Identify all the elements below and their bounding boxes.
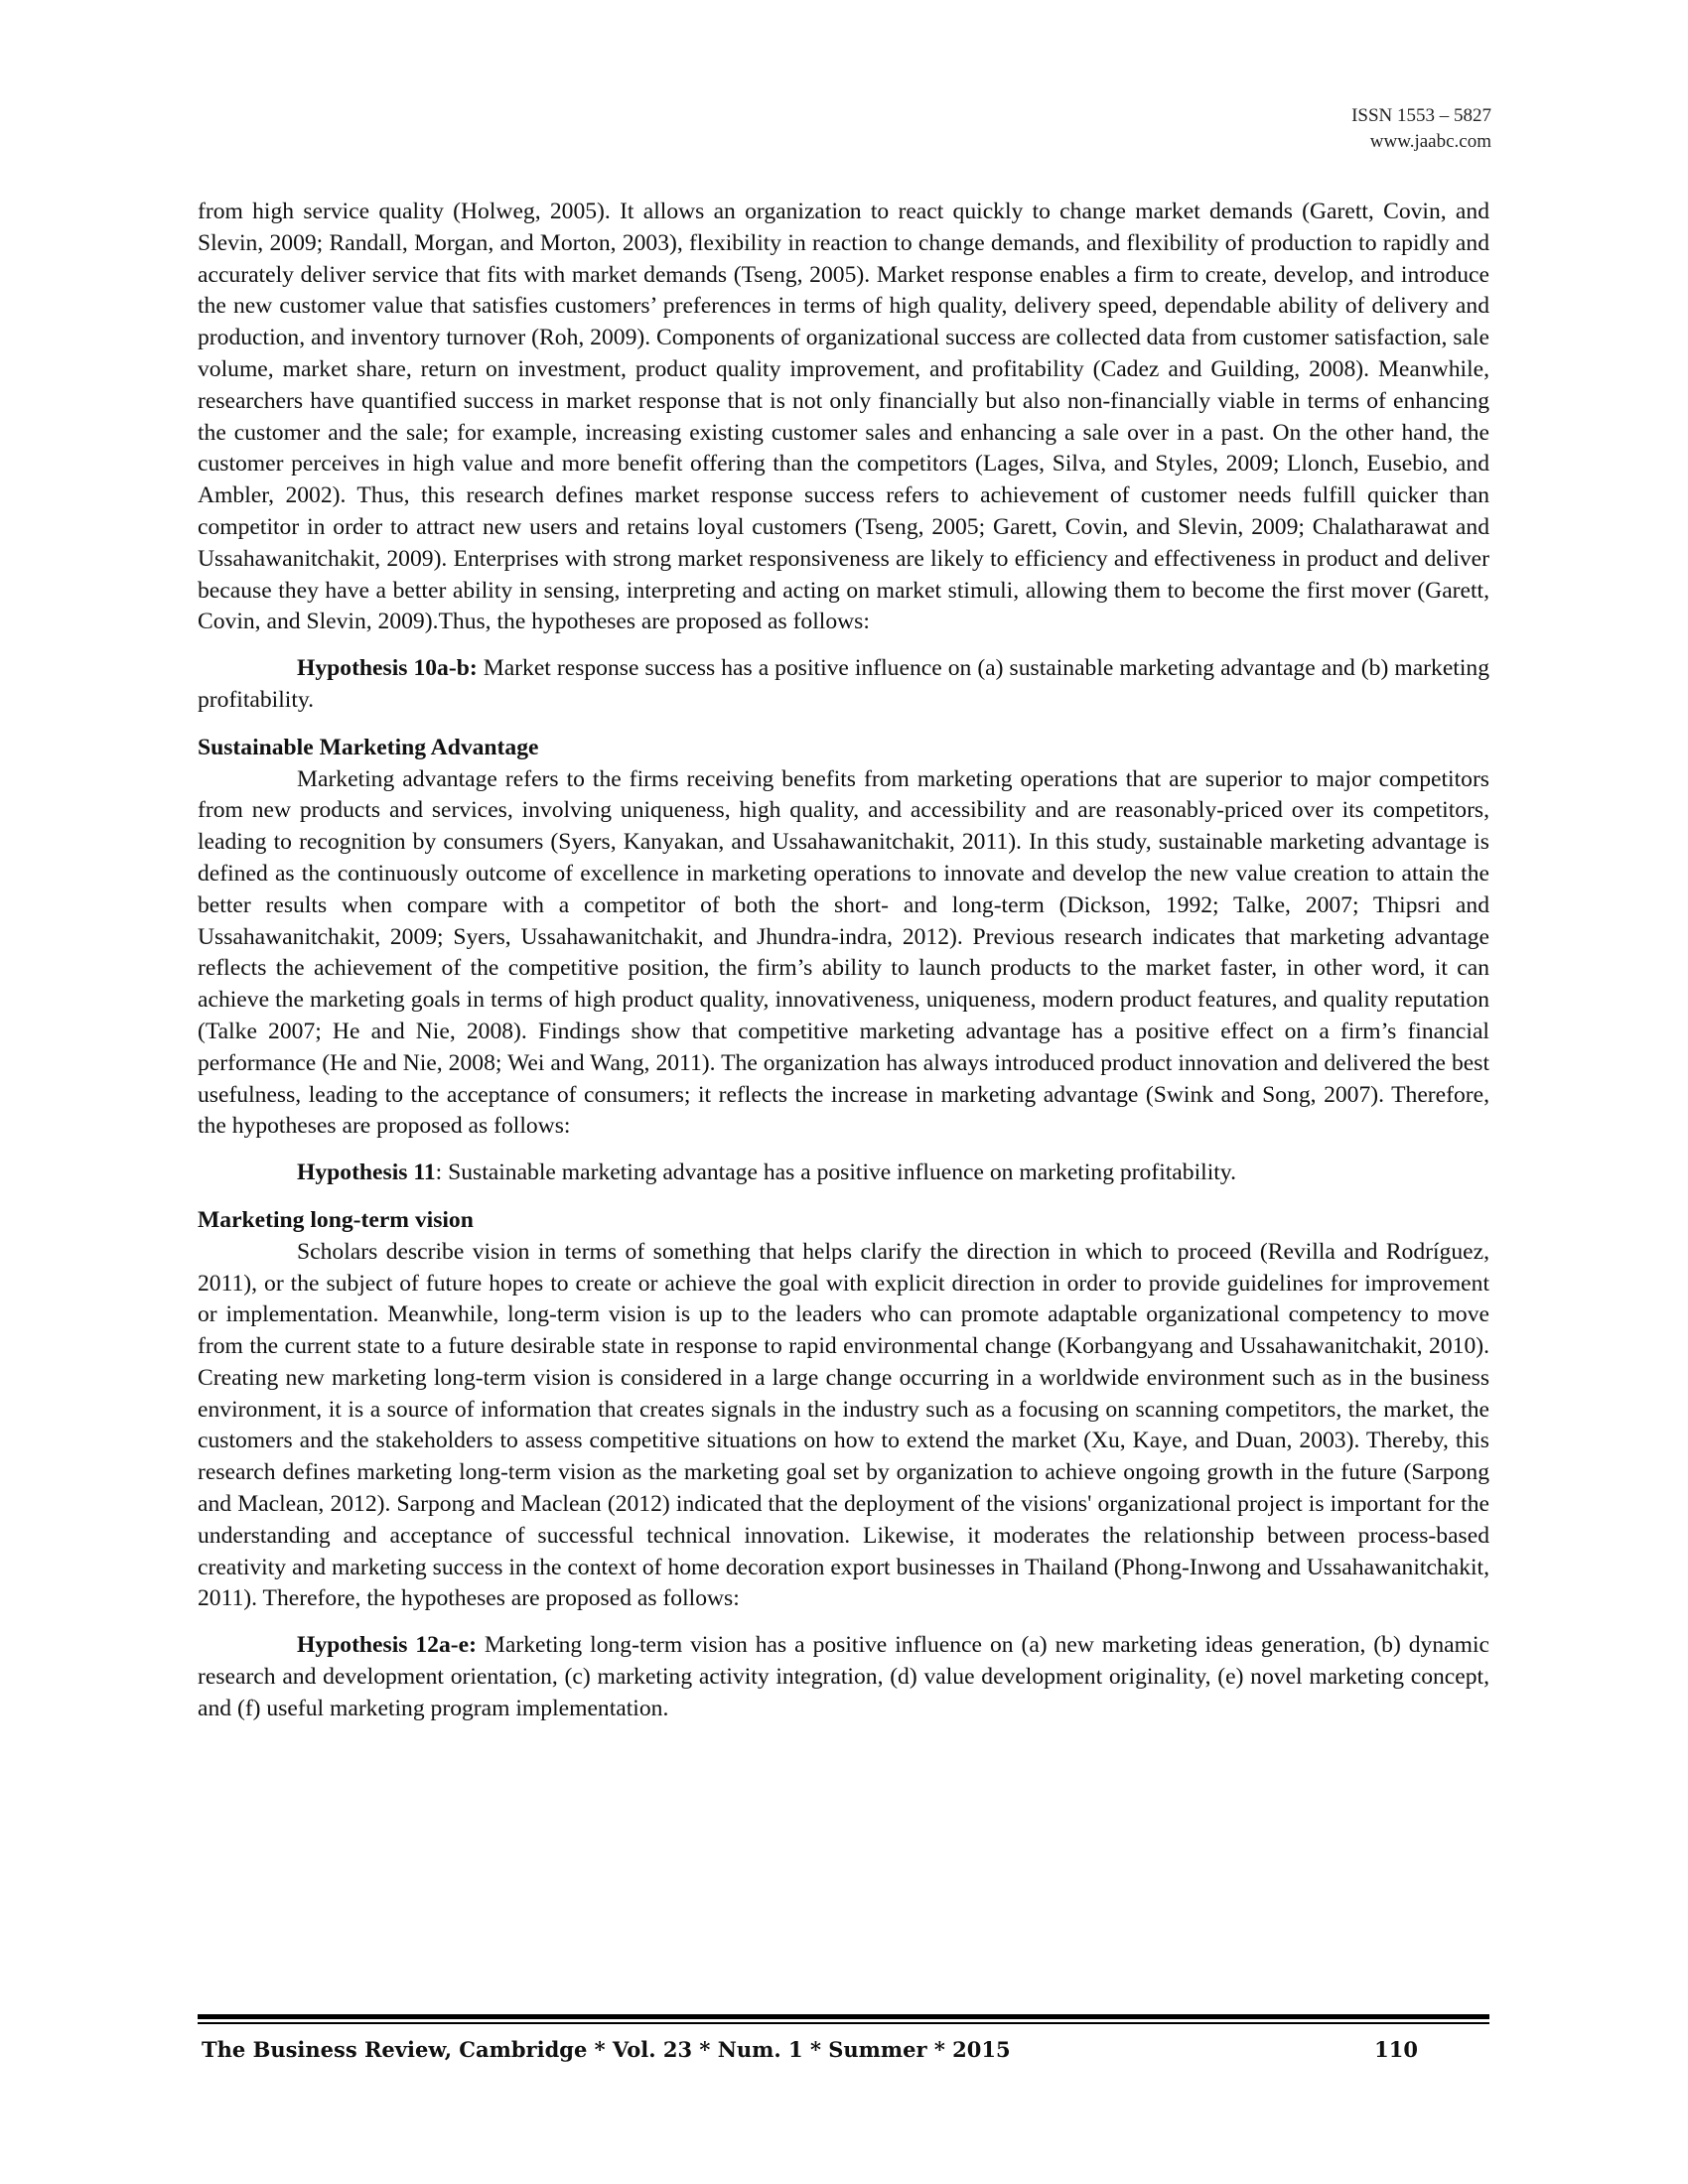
paragraph-market-response: from high service quality (Holweg, 2005). It allows an organization to react quickly to change market demands (Garett, Covin, and Slevin, 2009; Randall, Morgan, and Morton, 2003), flexibility in reaction to change demands, and flexibility of production to rapidly and accurately deliver service that fits with market demands (Tseng, 2005). Market response enables a firm to create, develop, and introduce the new customer value that satisfies customers’ preferences in terms of high quality, delivery speed, dependable ability of delivery and production, and inventory turnover (Roh, 2009). Components of organizational success are collected data from customer satisfaction, sale volume, market share, return on investment, product quality improvement, and profitability (Cadez and Guilding, 2008). Meanwhile, researchers have quantified success in market response that is not only financially but also non-financially viable in terms of enhancing the customer and the sale; for example, increasing existing customer sales and enhancing a sale over in a past. On the other hand, the customer perceives in high value and more benefit offering than the competitors (Lages, Silva, and Styles, 2009; Llonch, Eusebio, and Ambler, 2002). Thus, this research defines market response success refers to achievement of customer needs fulfill quicker than competitor in order to attract new users and retains loyal customers (Tseng, 2005; Garett, Covin, and Slevin, 2009; Chalatharawat and Ussahawanitchakit, 2009). Enterprises with strong market responsiveness are likely to efficiency and effectiveness in product and deliver because they have a better ability in sensing, interpreting and acting on market stimuli, allowing them to become the first mover (Garett, Covin, and Slevin, 2009).Thus, the hypotheses are proposed as follows: xyxy=(198,199,1489,635)
hypothesis-10-text: Market response success has a positive influence on (a) sustainable marketing advantage and (b) marketing profitability. xyxy=(198,655,1489,713)
hypothesis-10-label: Hypothesis 10a-b: xyxy=(297,655,478,682)
hypothesis-11-label: Hypothesis 11 xyxy=(297,1160,436,1186)
footer-rule-thin xyxy=(198,2022,1489,2024)
paragraph-sustainable-marketing-advantage: Marketing advantage refers to the firms receiving benefits from marketing operations that are superior to major competitors from new products and services, involving uniqueness, high quality, and accessibility and are reasonably-priced over its competitors, leading to recognition by consumers (Syers, Kanyakan, and Ussahawanitchakit, 2011). In this study, sustainable marketing advantage is defined as the continuously outcome of excellence in marketing operations to innovate and develop the new value creation to attain the better results when compare with a competitor of both the short- and long-term (Dickson, 1992; Talke, 2007; Thipsri and Ussahawanitchakit, 2009; Syers, Ussahawanitchakit, and Jhundra-indra, 2012). Previous research indicates that marketing advantage reflects the achievement of the competitive position, the firm’s ability to launch products to the market faster, in other word, it can achieve the marketing goals in terms of high product quality, innovativeness, uniqueness, modern product features, and quality reputation (Talke 2007; He and Nie, 2008). Findings show that competitive marketing advantage has a positive effect on a firm’s financial performance (He and Nie, 2008; Wei and Wang, 2011). The organization has always introduced product innovation and delivered the best usefulness, leading to the acceptance of consumers; it reflects the increase in marketing advantage (Swink and Song, 2007). Therefore, the hypotheses are proposed as follows: xyxy=(198,765,1489,1140)
journal-citation: The Business Review, Cambridge * Vol. 23 * Num. 1 * Summer * 2015 xyxy=(202,2037,1011,2062)
page-number: 110 xyxy=(1374,2037,1418,2062)
hypothesis-12-label: Hypothesis 12a-e: xyxy=(297,1632,477,1659)
hypothesis-10 xyxy=(198,653,1489,717)
issn-label: ISSN 1553 – 5827 xyxy=(1351,105,1491,126)
website-label: www.jaabc.com xyxy=(1369,131,1491,152)
hypothesis-11 xyxy=(198,1158,1489,1189)
hypothesis-11-text: : Sustainable marketing advantage has a positive influence on marketing profitability. xyxy=(435,1160,1236,1186)
hypothesis-12 xyxy=(198,1630,1489,1724)
section-heading-marketing-long-term-vision: Marketing long-term vision xyxy=(198,1206,474,1233)
footer-rule-thick xyxy=(198,2014,1489,2019)
paragraph-marketing-long-term-vision: Scholars describe vision in terms of something that helps clarify the direction in which to proceed (Revilla and Rodríguez, 2011), or the subject of future hopes to create or achieve the goal with explicit direction in order to provide guidelines for improvement or implementation. Meanwhile, long-term vision is up to the leaders who can promote adaptable organizational competency to move from the current state to a future desirable state in response to rapid environmental change (Korbangyang and Ussahawanitchakit, 2010). Creating new marketing long-term vision is considered in a large change occurring in a worldwide environment such as in the business environment, it is a source of information that creates signals in the industry such as a focusing on scanning competitors, the market, the customers and the stakeholders to assess competitive situations on how to extend the market (Xu, Kaye, and Duan, 2003). Thereby, this research defines marketing long-term vision as the marketing goal set by organization to achieve ongoing growth in the future (Sarpong and Maclean, 2012). Sarpong and Maclean (2012) indicated that the deployment of the visions' organizational project is important for the understanding and acceptance of successful technical innovation. Likewise, it moderates the relationship between process-based creativity and marketing success in the context of home decoration export businesses in Thailand (Phong-Inwong and Ussahawanitchakit, 2011). Therefore, the hypotheses are proposed as follows: xyxy=(198,1238,1489,1612)
hypothesis-12-text: Marketing long-term vision has a positive influence on (a) new marketing ideas generation, (b) dynamic research and development orientation, (c) marketing activity integration, (d) value development originality, (e) novel marketing concept, and (f) useful marketing program implementation. xyxy=(198,1632,1489,1721)
page-footer xyxy=(198,2036,1489,2064)
page-header xyxy=(1351,103,1491,155)
section-heading-sustainable-marketing-advantage: Sustainable Marketing Advantage xyxy=(198,734,539,760)
article-body xyxy=(198,197,1489,1725)
